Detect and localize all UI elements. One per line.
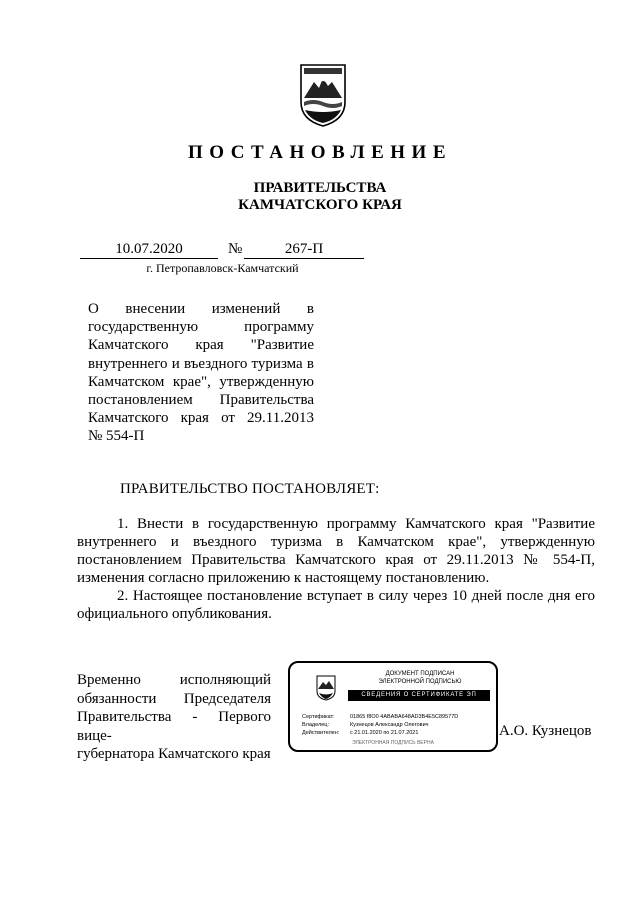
signatory-title-line: Правительства - Первого вице- bbox=[77, 709, 271, 744]
document-number: 267-П bbox=[284, 241, 324, 257]
stamp-row-key: Действителен: bbox=[302, 730, 340, 736]
authority-line-2: КАМЧАТСКОГО КРАЯ bbox=[238, 197, 402, 213]
date-underline bbox=[80, 258, 218, 259]
signatory-title-line: Временно исполняющий bbox=[77, 672, 271, 688]
document-subject bbox=[88, 300, 314, 446]
subject-line: О внесении изменений в bbox=[88, 301, 314, 317]
authority-line-1: ПРАВИТЕЛЬСТВА bbox=[253, 180, 387, 196]
subject-line: государственную программу bbox=[88, 319, 314, 336]
signatory-title-line: губернатора Камчатского края bbox=[77, 746, 271, 762]
stamp-row-owner bbox=[302, 722, 429, 728]
stamp-row-key: Сертификат: bbox=[302, 714, 335, 720]
stamp-row-key: Владелец: bbox=[302, 722, 329, 728]
stamp-row-certificate bbox=[302, 714, 458, 720]
stamp-row-validity bbox=[302, 730, 418, 736]
number-sign: № bbox=[228, 241, 243, 257]
stamp-emblem-icon bbox=[316, 675, 336, 701]
stamp-row-value: 01865 f8O0 4ABABA648AD3B4E5C89577D bbox=[350, 714, 459, 720]
document-body bbox=[77, 515, 595, 623]
signatory-title bbox=[77, 671, 271, 764]
electronic-signature-stamp bbox=[288, 661, 498, 752]
subject-line: Камчатском крае", утвержденную bbox=[88, 373, 314, 390]
stamp-row-value: с 21.01.2020 по 21.07.2021 bbox=[350, 730, 419, 736]
stamp-band: СВЕДЕНИЯ О СЕРТИФИКАТЕ ЭП bbox=[348, 690, 490, 701]
paragraph-2: 2. Настоящее постановление вступает в силу через 10 дней после дня его официального опубликования. bbox=[77, 588, 595, 622]
signatory-title-line: обязанности Председателя bbox=[77, 690, 271, 707]
subject-line: постановлением Правительства bbox=[88, 392, 314, 409]
signatory-name: А.О. Кузнецов bbox=[499, 723, 592, 739]
stamp-footer: ЭЛЕКТРОННАЯ ПОДПИСЬ ВЕРНА bbox=[352, 740, 434, 746]
stamp-row-value: Кузнецов Александр Олегович bbox=[350, 722, 429, 728]
city-name: г. Петропавловск-Камчатский bbox=[146, 261, 299, 275]
stamp-heading-2: ЭЛЕКТРОННОЙ ПОДПИСЬЮ bbox=[378, 679, 462, 685]
coat-of-arms-emblem bbox=[298, 62, 348, 128]
stamp-heading-1: ДОКУМЕНТ ПОДПИСАН bbox=[385, 671, 455, 677]
number-underline bbox=[244, 258, 364, 259]
document-type-title: ПОСТАНОВЛЕНИЕ bbox=[187, 142, 453, 163]
subject-line: Камчатского края от 29.11.2013 bbox=[88, 410, 314, 427]
paragraph-1: 1. Внести в государственную программу Камчатского края "Развитие внутреннего и въездного туризма в Камчатском крае", утвержденную постановлением Правительства Камчатского края от 29.11.2013 № 554-П, изменения согласно приложению к настоящему постановлению. bbox=[77, 516, 595, 586]
document-date: 10.07.2020 bbox=[115, 241, 183, 257]
subject-line: Камчатского края "Развитие bbox=[88, 337, 314, 354]
subject-line: № 554-П bbox=[88, 428, 145, 445]
subject-line: внутреннего и въездного туризма в bbox=[88, 355, 314, 372]
preamble: ПРАВИТЕЛЬСТВО ПОСТАНОВЛЯЕТ: bbox=[120, 481, 380, 497]
